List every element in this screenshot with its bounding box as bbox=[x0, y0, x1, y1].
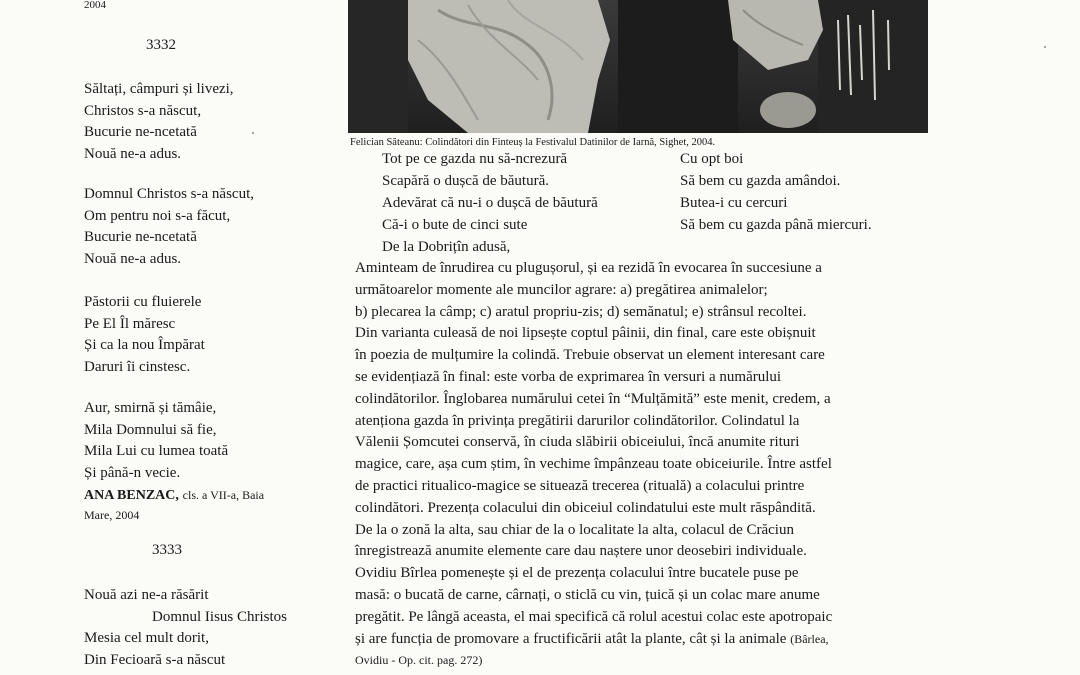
verse-line: Săltați, câmpuri și livezi, bbox=[84, 81, 234, 97]
verse-line: Bucurie ne-ncetată bbox=[84, 124, 197, 140]
verse-line: Christos s-a născut, bbox=[84, 102, 202, 119]
verse-column-b bbox=[680, 148, 872, 236]
prose-line: de practici ritualico-magice se situează trecerea (rituală) a colacului printre bbox=[355, 477, 805, 494]
scan-speck bbox=[1044, 46, 1046, 48]
prose-line: b) plecarea la câmp; c) aratul propriu-zis; d) semănatul; e) strânsul recoltei. bbox=[355, 303, 807, 320]
prose-line: Aminteam de înrudirea cu plugușorul, și ea rezidă în evocarea în succesiune a bbox=[355, 260, 822, 276]
verse-line: Bucurie ne-ncetată bbox=[84, 229, 197, 245]
author-info: cls. a VII-a, Baia bbox=[182, 488, 265, 502]
scan-speck bbox=[252, 132, 254, 134]
prose-line: atenționa gazda în privința pregătirii darurilor colindătorilor. Colindatul la bbox=[355, 412, 800, 429]
stanza-2 bbox=[84, 184, 254, 270]
author-attribution bbox=[84, 485, 264, 506]
top-fragment-year: 2004 bbox=[84, 0, 106, 11]
prose-line: se evidențiază în final: este vorba de exprimarea în versuri a numărului bbox=[355, 368, 782, 385]
verse-line: Adevărat că nu-i o dușcă de băutură bbox=[382, 195, 598, 211]
verse-line: Domnul Iisus Christos bbox=[152, 608, 288, 625]
photo-caption: Felician Săteanu: Colindători din Finteuș la Festivalul Datinilor de Iarnă, Sighet, 2004. bbox=[350, 137, 716, 148]
prose-line: pregătit. Pe lângă aceasta, el mai specifică că rolul acestui colac este apotropaic bbox=[355, 608, 833, 625]
verse-line: Cu opt boi bbox=[680, 151, 744, 167]
verse-line: Daruri îi cinstesc. bbox=[84, 358, 191, 375]
verse-line: Nouă azi ne-a răsărit bbox=[84, 587, 209, 603]
author-attribution-2 bbox=[84, 505, 139, 526]
prose-line: colindătorilor. Înglobarea numărului cetei în “Mulțămită” este menit, credem, a bbox=[355, 390, 831, 407]
poem-number-3332: 3332 bbox=[146, 37, 176, 53]
prose-line: Din varianta culeasă de noi lipsește coptul pâinii, din final, care este obișnuit bbox=[355, 325, 816, 342]
author-info-2: Mare, 2004 bbox=[84, 508, 140, 522]
prose-line: Ovidiu Bîrlea pomenește și el de prezența colacului între bucatele puse pe bbox=[355, 565, 799, 582]
verse-line: Pe El Îl măresc bbox=[84, 315, 176, 332]
citation-continued: Ovidiu - Op. cit. pag. 272) bbox=[355, 653, 483, 668]
prose-line: înregistrează anumite elemente care dau naștere unor deosebiri individuale. bbox=[355, 543, 807, 560]
stanza-3 bbox=[84, 292, 205, 378]
verse-line: Aur, smirnă și tămâie, bbox=[84, 400, 217, 416]
citation: (Bârlea, bbox=[790, 631, 829, 646]
verse-column-a bbox=[382, 148, 598, 258]
verse-line: Mila Lui cu lumea toată bbox=[84, 443, 229, 459]
verse-line: Om pentru noi s-a făcut, bbox=[84, 207, 231, 224]
prose-line: următoarelor momente ale muncilor agrare: a) pregătirea animalelor; bbox=[355, 281, 768, 298]
prose-line: Vălenii Șomcutei conservă, în ciuda slăbirii obiceiului, încă anumite rituri bbox=[355, 434, 800, 451]
stanza-5 bbox=[84, 585, 287, 671]
verse-line: Scapără o dușcă de băutură. bbox=[382, 173, 550, 189]
prose-line: magice, care, așa cum știm, în vechime împânzeau toate obiceiurile. Între astfel bbox=[355, 456, 832, 473]
verse-line: Și până-n vecie. bbox=[84, 464, 181, 481]
verse-line: Mesia cel mult dorit, bbox=[84, 630, 209, 646]
verse-line: Butea-i cu cercuri bbox=[680, 195, 788, 211]
stanza-1 bbox=[84, 79, 234, 165]
prose-line: colindători. Prezența colacului din obiceiul colindatului este mult răspândită. bbox=[355, 499, 816, 516]
verse-line: Mila Domnului să fie, bbox=[84, 421, 217, 438]
photo-image bbox=[348, 0, 928, 133]
poem-number-3333: 3333 bbox=[152, 542, 182, 558]
prose-line: în poezia de mulțumire la colindă. Trebuie observat un element interesant care bbox=[355, 347, 825, 364]
verse-line: Domnul Christos s-a născut, bbox=[84, 186, 254, 202]
verse-line: Tot pe ce gazda nu să-ncrezură bbox=[382, 151, 568, 167]
verse-line: Nouă ne-a adus. bbox=[84, 250, 182, 267]
verse-line: Păstorii cu fluierele bbox=[84, 294, 202, 310]
stanza-4 bbox=[84, 398, 228, 484]
verse-line: Că-i o bute de cinci sute bbox=[382, 217, 528, 233]
verse-line: Să bem cu gazda până miercuri. bbox=[680, 217, 872, 233]
verse-line: Din Fecioară s-a născut bbox=[84, 651, 226, 668]
author-name: ANA BENZAC, bbox=[84, 488, 179, 503]
verse-line: Să bem cu gazda amândoi. bbox=[680, 173, 841, 189]
festival-photo bbox=[348, 0, 928, 133]
verse-line: De la Dobrițîn adusă, bbox=[382, 239, 511, 255]
prose-commentary bbox=[355, 258, 975, 672]
verse-line: Nouă ne-a adus. bbox=[84, 145, 182, 162]
prose-line-text: și are funcția de promovare a fructificării atât la plante, cât și la animale bbox=[355, 630, 787, 647]
verse-line: Și ca la nou Împărat bbox=[84, 337, 205, 353]
prose-line: De la o zonă la alta, sau chiar de la o localitate la alta, colacul de Crăciun bbox=[355, 521, 794, 538]
prose-line-with-cite bbox=[355, 629, 975, 651]
prose-line: masă: o bucată de carne, cârnați, o sticlă cu vin, țuică și un colac mare anume bbox=[355, 586, 820, 603]
